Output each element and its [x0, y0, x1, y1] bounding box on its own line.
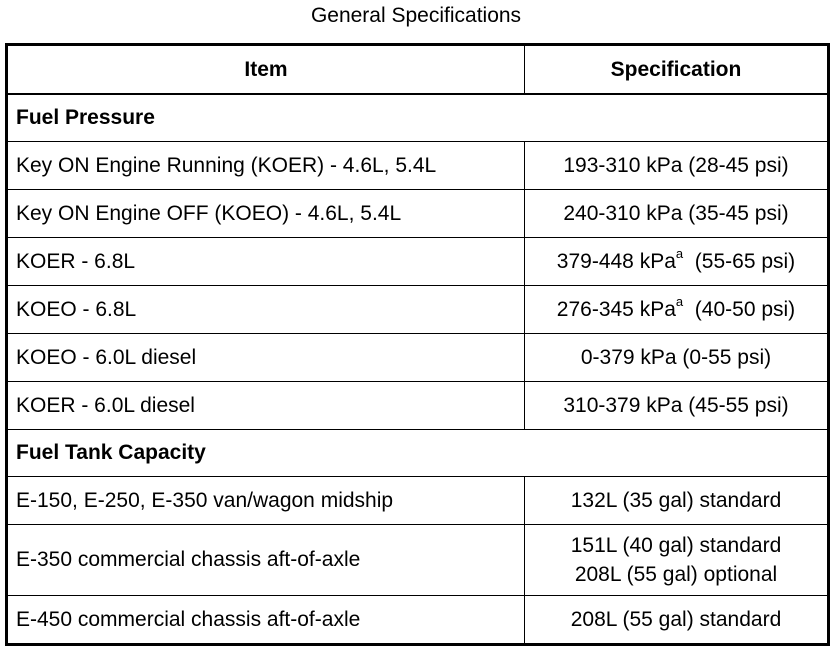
header-specification: Specification	[525, 45, 829, 95]
table-row	[7, 190, 829, 238]
spec-value: 276-345 kPa	[556, 297, 676, 321]
item-cell: KOER - 6.0L diesel	[7, 382, 525, 430]
section-row-fuel-pressure	[7, 94, 829, 142]
table-row	[7, 238, 829, 286]
section-heading: Fuel Pressure	[7, 94, 829, 142]
spec-line: 151L (40 gal) standard	[570, 534, 782, 557]
footnote-marker: a	[675, 293, 684, 309]
footnote-marker: a	[675, 245, 684, 261]
table-row	[7, 286, 829, 334]
spec-psi: (40-50 psi)	[694, 297, 796, 321]
item-cell: KOEO - 6.0L diesel	[7, 334, 525, 382]
spec-cell: 0-379 kPa (0-55 psi)	[525, 334, 829, 382]
specifications-table	[5, 43, 830, 646]
header-item: Item	[7, 45, 525, 95]
section-heading: Fuel Tank Capacity	[7, 430, 829, 477]
table-row	[7, 142, 829, 190]
table-row	[7, 525, 829, 596]
item-cell: KOEO - 6.8L	[7, 286, 525, 334]
item-cell: Key ON Engine Running (KOER) - 4.6L, 5.4L	[7, 142, 525, 190]
page-title: General Specifications	[310, 4, 522, 27]
table-row	[7, 477, 829, 525]
spec-cell: 208L (55 gal) standard	[525, 596, 829, 645]
spec-line: 208L (55 gal) optional	[574, 563, 778, 586]
section-row-fuel-tank-capacity	[7, 430, 829, 477]
table-row	[7, 334, 829, 382]
item-cell: E-150, E-250, E-350 van/wagon midship	[7, 477, 525, 525]
table-header-row	[7, 45, 829, 95]
spec-cell	[525, 238, 829, 286]
spec-cell: 310-379 kPa (45-55 psi)	[525, 382, 829, 430]
item-cell: E-450 commercial chassis aft-of-axle	[7, 596, 525, 645]
item-cell: KOER - 6.8L	[7, 238, 525, 286]
item-cell: Key ON Engine OFF (KOEO) - 4.6L, 5.4L	[7, 190, 525, 238]
spec-cell: 193-310 kPa (28-45 psi)	[525, 142, 829, 190]
table-row	[7, 596, 829, 645]
spec-cell	[525, 525, 829, 596]
spec-cell: 132L (35 gal) standard	[525, 477, 829, 525]
spec-cell	[525, 286, 829, 334]
spec-value: 379-448 kPa	[556, 249, 676, 273]
item-cell: E-350 commercial chassis aft-of-axle	[7, 525, 525, 596]
spec-cell: 240-310 kPa (35-45 psi)	[525, 190, 829, 238]
table-row	[7, 382, 829, 430]
spec-psi: (55-65 psi)	[694, 249, 796, 273]
